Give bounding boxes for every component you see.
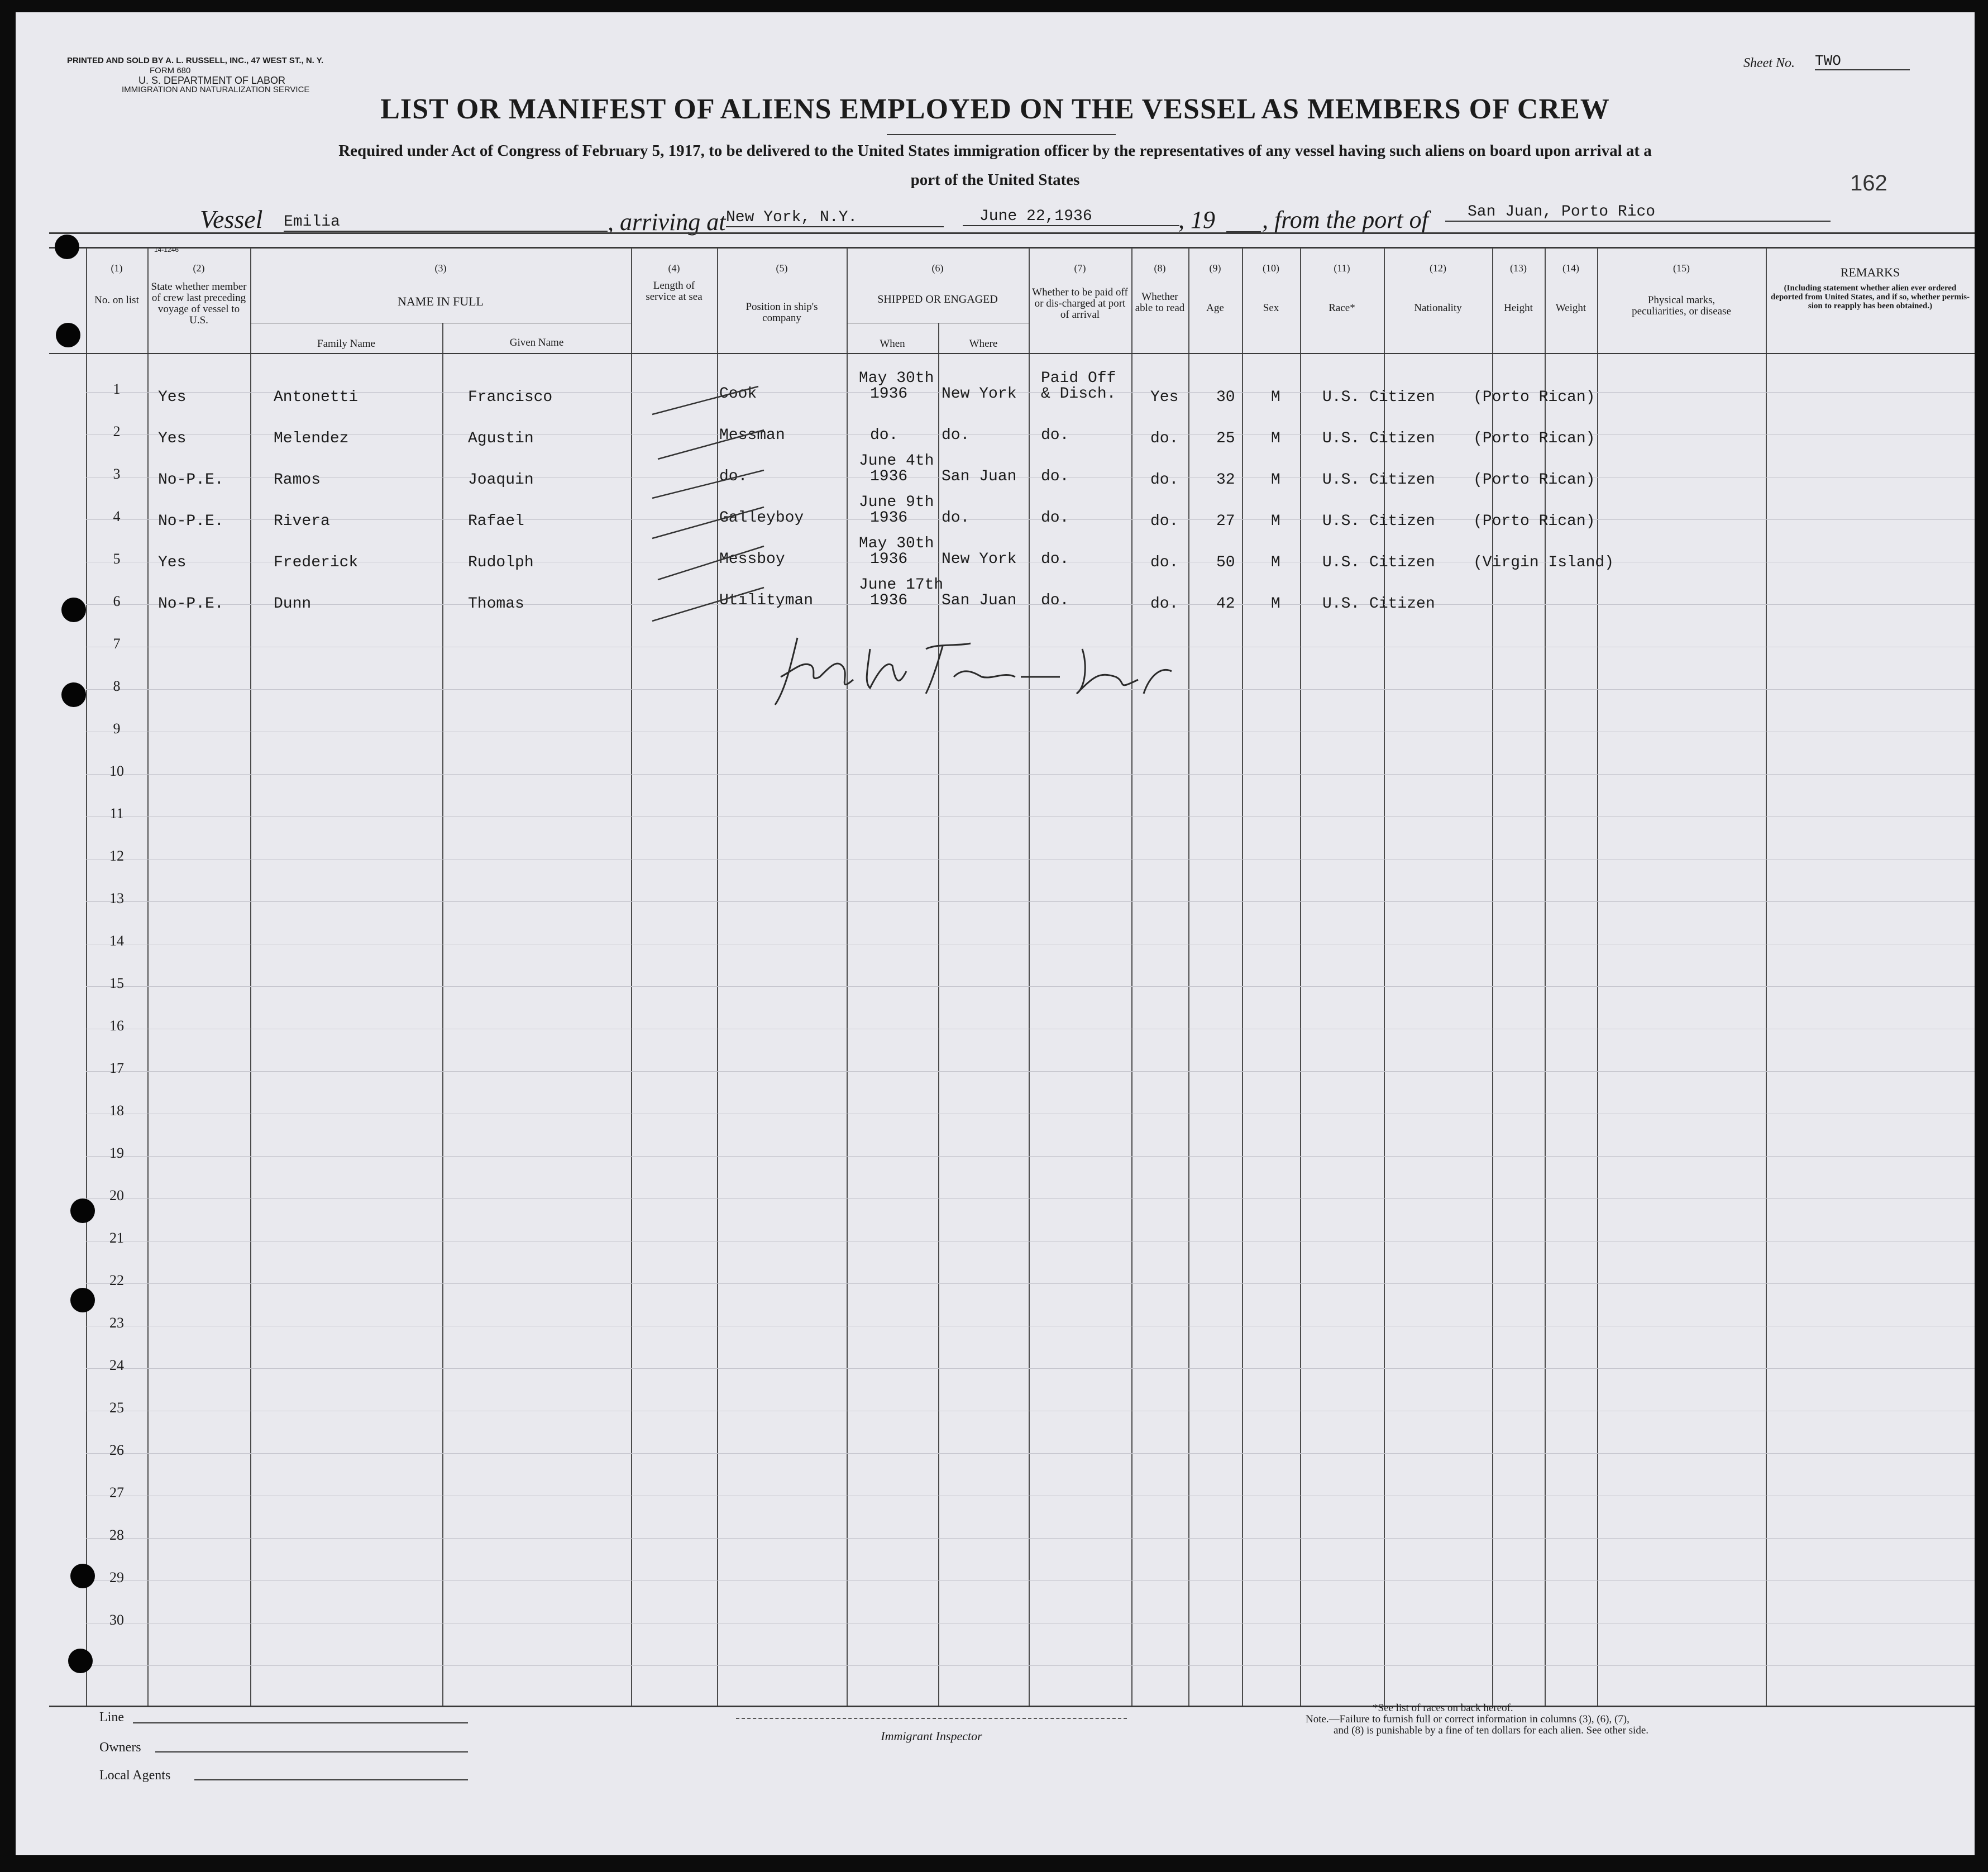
shipped-when-date: May 30th: [859, 370, 934, 387]
given-name-cell: Thomas: [468, 595, 524, 613]
line-number: 26: [109, 1442, 124, 1458]
line-number: 20: [109, 1187, 124, 1204]
position-cell: do.: [719, 468, 748, 485]
subtitle-line-1: Required under Act of Congress of February 5, 1917, to be delivered to the United States immigration officer by the representatives of any vessel having such aliens on board upon arrival at a: [338, 142, 1652, 160]
races-note: *See list of races on back hereof.: [1373, 1702, 1513, 1714]
paid-off-status-line-2: do.: [1041, 427, 1069, 444]
family-name-cell: Dunn: [274, 595, 312, 613]
col5-number: (5): [776, 262, 788, 274]
race-cell: U.S. Citizen: [1322, 389, 1435, 406]
previous-voyage-cell: Yes: [158, 389, 187, 406]
sheet-label: Sheet No.: [1743, 56, 1795, 70]
given-name-cell: Rafael: [468, 513, 524, 530]
line-number: 4: [113, 508, 121, 524]
line-number: 8: [113, 678, 121, 694]
line-number: 7: [113, 636, 121, 652]
penalty-note-1: Note.—Failure to furnish full or correct information in columns (3), (6), (7),: [1306, 1713, 1629, 1725]
line-number: 30: [109, 1612, 124, 1628]
family-name-cell: Ramos: [274, 471, 321, 489]
penalty-note-2: and (8) is punishable by a fine of ten dollars for each alien. See other side.: [1334, 1725, 1649, 1736]
able-to-read-cell: Yes: [1150, 389, 1179, 406]
binder-hole: [61, 682, 86, 707]
paid-off-status-line-2: do.: [1041, 509, 1069, 527]
subtitle-line-2: port of the United States: [910, 171, 1080, 189]
col6-header: SHIPPED OR ENGAGED: [877, 293, 998, 305]
year-label: , 19: [1178, 206, 1215, 233]
col11-header: Race*: [1328, 302, 1355, 314]
from-port-label: , from the port of: [1262, 206, 1428, 233]
family-name-cell: Melendez: [274, 430, 349, 447]
col4-header: Length of service at sea: [646, 280, 703, 303]
line-number: 23: [109, 1315, 124, 1331]
age-cell: 25: [1216, 430, 1235, 447]
col13-number: (13): [1510, 262, 1527, 274]
given-name-cell: Joaquin: [468, 471, 534, 489]
shipped-when-date: June 17th: [859, 576, 944, 594]
col9-header: Age: [1206, 302, 1224, 314]
col14-number: (14): [1562, 262, 1579, 274]
able-to-read-cell: do.: [1150, 554, 1179, 571]
shipped-when-year: 1936: [870, 551, 908, 568]
col1-number: (1): [111, 262, 123, 274]
able-to-read-cell: do.: [1150, 595, 1179, 613]
local-agents-label: Local Agents: [99, 1768, 171, 1783]
remarks-header: REMARKS: [1840, 265, 1900, 279]
shipped-where-cell: San Juan: [942, 468, 1017, 485]
binder-hole: [55, 235, 79, 259]
col8-number: (8): [1154, 262, 1166, 274]
sex-cell: M: [1271, 389, 1280, 406]
line-number: 21: [109, 1230, 124, 1246]
printer-line: PRINTED AND SOLD BY A. L. RUSSELL, INC., 47 WEST ST., N. Y.: [67, 56, 324, 65]
col12-header: Nationality: [1414, 302, 1462, 314]
col10-header: Sex: [1263, 302, 1279, 314]
col7-number: (7): [1074, 262, 1086, 274]
given-name-cell: Agustin: [468, 430, 534, 447]
shipped-when-date: May 30th: [859, 535, 934, 552]
arriving-label: , arriving at: [608, 208, 726, 236]
line-number: 1: [113, 381, 121, 397]
col13-header: Height: [1504, 302, 1533, 314]
shipped-when-year: 1936: [870, 385, 908, 403]
shipped-when-year: 1936: [870, 592, 908, 609]
race-cell: U.S. Citizen: [1322, 595, 1435, 613]
previous-voyage-cell: Yes: [158, 430, 187, 447]
sex-cell: M: [1271, 554, 1280, 571]
nationality-cell: (Virgin Island): [1473, 554, 1614, 571]
col4-number: (4): [668, 262, 680, 274]
paid-off-status-line-2: do.: [1041, 468, 1069, 485]
position-cell: Galleyboy: [719, 509, 804, 527]
form-code: 14-1246: [154, 246, 179, 254]
family-name-cell: Frederick: [274, 554, 359, 571]
form-number: FORM 680: [150, 66, 191, 75]
previous-voyage-cell: No-P.E.: [158, 513, 224, 530]
paid-off-status-line-2: & Disch.: [1041, 385, 1116, 403]
sex-cell: M: [1271, 430, 1280, 447]
inspector-signature: [758, 627, 1216, 716]
binder-hole: [70, 1564, 95, 1588]
col3-number: (3): [434, 262, 447, 274]
vessel-name: Emilia: [284, 213, 608, 232]
shipped-where-cell: do.: [942, 427, 970, 444]
race-cell: U.S. Citizen: [1322, 430, 1435, 447]
sex-cell: M: [1271, 513, 1280, 530]
nationality-cell: (Porto Rican): [1473, 471, 1595, 489]
age-cell: 30: [1216, 389, 1235, 406]
col6-number: (6): [931, 262, 944, 274]
binder-hole: [68, 1649, 93, 1673]
remarks-note: (Including statement whether alien ever ordered deported from United States, and if so, whether permis-sion to reapply has been obtained.): [1770, 284, 1970, 311]
nationality-cell: (Porto Rican): [1473, 513, 1595, 530]
line-number: 11: [109, 805, 124, 822]
race-cell: U.S. Citizen: [1322, 513, 1435, 530]
department-name: U. S. DEPARTMENT OF LABOR: [138, 75, 286, 86]
family-name-header: Family Name: [317, 338, 375, 350]
age-cell: 32: [1216, 471, 1235, 489]
line-number: 22: [109, 1272, 124, 1288]
position-cell: Cook: [719, 385, 757, 403]
shipped-when-date: June 9th: [859, 494, 934, 511]
line-number: 3: [113, 466, 121, 482]
line-number: 17: [109, 1060, 124, 1076]
vessel-label: Vessel: [200, 205, 263, 233]
page-title: LIST OR MANIFEST OF ALIENS EMPLOYED ON THE VESSEL AS MEMBERS OF CREW: [380, 93, 1610, 125]
nationality-cell: (Porto Rican): [1473, 430, 1595, 447]
column4-pen-marks: [635, 375, 825, 638]
shipped-where-cell: New York: [942, 385, 1017, 403]
binder-hole: [56, 323, 80, 347]
position-cell: Messman: [719, 427, 785, 444]
col11-number: (11): [1334, 262, 1350, 274]
able-to-read-cell: do.: [1150, 471, 1179, 489]
line-number: 12: [109, 848, 124, 864]
race-cell: U.S. Citizen: [1322, 554, 1435, 571]
shipped-when-year: 1936: [870, 468, 908, 485]
col8-header: Whether able to read: [1135, 291, 1185, 314]
family-name-cell: Rivera: [274, 513, 330, 530]
col7-header: Whether to be paid off or dis-charged at port of arrival: [1032, 286, 1128, 321]
when-header: When: [880, 338, 905, 350]
binder-hole: [61, 598, 86, 622]
sex-cell: M: [1271, 595, 1280, 613]
stamp-number: 162: [1850, 171, 1887, 195]
paid-off-status: Paid Off: [1041, 370, 1116, 387]
shipped-when-year: 1936: [870, 509, 908, 527]
line-number: 18: [109, 1102, 124, 1119]
line-number: 24: [109, 1357, 124, 1373]
age-cell: 42: [1216, 595, 1235, 613]
age-cell: 27: [1216, 513, 1235, 530]
binder-hole: [70, 1198, 95, 1223]
line-number: 9: [113, 720, 121, 737]
given-name-cell: Rudolph: [468, 554, 534, 571]
col14-header: Weight: [1555, 302, 1586, 314]
col2-number: (2): [193, 262, 205, 274]
previous-voyage-cell: No-P.E.: [158, 471, 224, 489]
line-number: 10: [109, 763, 124, 779]
sex-cell: M: [1271, 471, 1280, 489]
paid-off-status-line-2: do.: [1041, 551, 1069, 568]
col15-number: (15): [1673, 262, 1690, 274]
shipped-when-year: do.: [870, 427, 899, 444]
position-cell: Utilityman: [719, 592, 814, 609]
col12-number: (12): [1430, 262, 1446, 274]
line-label: Line: [99, 1710, 124, 1725]
where-header: Where: [969, 338, 998, 350]
sheet-value: TWO: [1815, 52, 1910, 70]
race-cell: U.S. Citizen: [1322, 471, 1435, 489]
manifest-sheet: [16, 12, 1975, 1855]
service-name: IMMIGRATION AND NATURALIZATION SERVICE: [122, 85, 310, 94]
line-number: 16: [109, 1018, 124, 1034]
col5-header: Position in ship's company: [746, 301, 818, 324]
line-number: 25: [109, 1400, 124, 1416]
line-number: 14: [109, 933, 124, 949]
shipped-when-date: June 4th: [859, 452, 934, 470]
previous-voyage-cell: Yes: [158, 554, 187, 571]
position-cell: Messboy: [719, 551, 785, 568]
given-name-header: Given Name: [509, 337, 564, 348]
age-cell: 50: [1216, 554, 1235, 571]
col9-number: (9): [1209, 262, 1221, 274]
line-number: 6: [113, 593, 121, 609]
departure-port: San Juan, Porto Rico: [1445, 203, 1831, 222]
line-number: 27: [109, 1484, 124, 1501]
col2-header: State whether member of crew last preceding voyage of vessel to U.S.: [151, 281, 247, 326]
line-number: 5: [113, 551, 121, 567]
col3-header: NAME IN FULL: [398, 294, 484, 308]
previous-voyage-cell: No-P.E.: [158, 595, 224, 613]
line-number: 2: [113, 423, 121, 440]
owners-label: Owners: [99, 1740, 141, 1755]
family-name-cell: Antonetti: [274, 389, 359, 406]
col10-number: (10): [1263, 262, 1279, 274]
line-number: 15: [109, 975, 124, 991]
shipped-where-cell: San Juan: [942, 592, 1017, 609]
paid-off-status-line-2: do.: [1041, 592, 1069, 609]
line-number: 13: [109, 890, 124, 906]
able-to-read-cell: do.: [1150, 513, 1179, 530]
shipped-where-cell: do.: [942, 509, 970, 527]
given-name-cell: Francisco: [468, 389, 553, 406]
shipped-where-cell: New York: [942, 551, 1017, 568]
col1-header: No. on list: [94, 294, 139, 306]
arrival-date: June 22,1936: [963, 208, 1179, 226]
arrival-port: New York, N.Y.: [726, 209, 944, 227]
line-number: 19: [109, 1145, 124, 1161]
line-number: 28: [109, 1527, 124, 1543]
col15-header: Physical marks, peculiarities, or disease: [1632, 294, 1731, 317]
line-number: 29: [109, 1569, 124, 1586]
nationality-cell: (Porto Rican): [1473, 389, 1595, 406]
binder-hole: [70, 1288, 95, 1312]
immigrant-inspector-label: Immigrant Inspector: [881, 1729, 982, 1743]
able-to-read-cell: do.: [1150, 430, 1179, 447]
